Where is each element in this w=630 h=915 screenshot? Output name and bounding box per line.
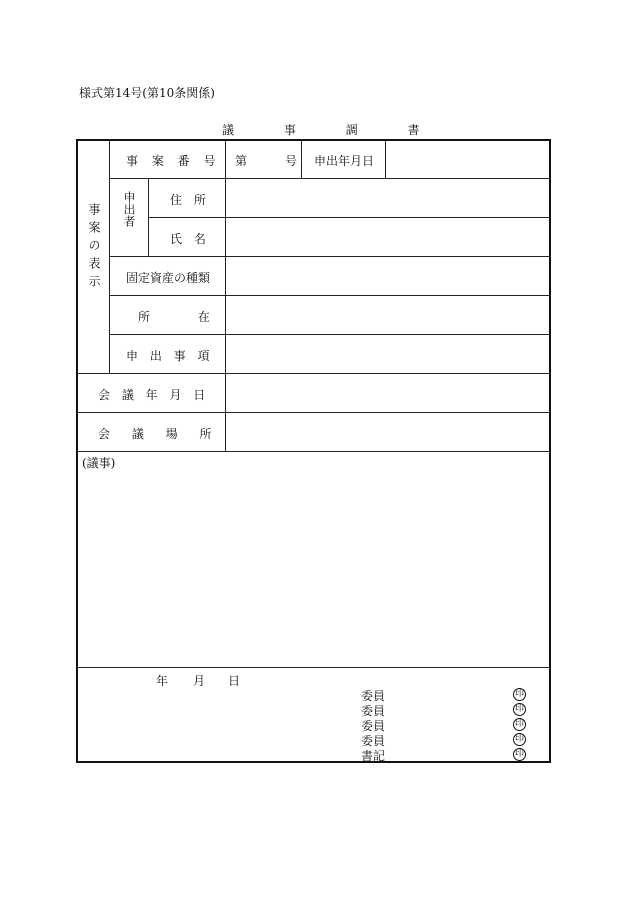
- seal-mark-icon: 印: [514, 689, 524, 699]
- asset-type-label: 固定資産の種類: [126, 271, 211, 285]
- signer-role: 委員: [361, 719, 386, 733]
- seal-mark-icon: 印: [514, 719, 524, 729]
- divider: [148, 178, 149, 256]
- divider: [109, 295, 551, 296]
- case-number-prefix: 第: [235, 154, 248, 168]
- divider: [109, 178, 551, 179]
- title-char: 事: [283, 123, 296, 137]
- seal-mark-icon: 印: [514, 704, 524, 714]
- meeting-place-label: 会 議 場 所: [98, 427, 221, 441]
- divider: [78, 412, 551, 413]
- title-char: 調: [345, 123, 358, 137]
- applicant-label: 申出者: [122, 191, 136, 227]
- location-label: 所 在: [138, 310, 232, 324]
- divider: [78, 451, 551, 452]
- seal-mark-icon: 印: [514, 749, 524, 759]
- date-day: 日: [228, 674, 241, 688]
- name-label: 氏 名: [170, 232, 210, 246]
- divider: [385, 141, 386, 178]
- filing-date-label: 申出年月日: [314, 154, 375, 168]
- date-year: 年: [156, 674, 169, 688]
- document-title: [222, 121, 420, 138]
- section-label: 事案の表示: [87, 203, 101, 293]
- signer-role: 委員: [361, 704, 386, 718]
- signer-role: 委員: [361, 734, 386, 748]
- signer-role: 委員: [361, 689, 386, 703]
- address-label: 住 所: [170, 193, 210, 207]
- divider: [109, 141, 110, 373]
- divider: [109, 334, 551, 335]
- divider: [109, 256, 551, 257]
- signer-role: 書記: [361, 749, 386, 763]
- case-number-suffix: 号: [285, 154, 298, 168]
- date-month: 月: [193, 674, 206, 688]
- divider: [225, 141, 226, 451]
- case-number-label: 事 案 番 号: [126, 154, 221, 168]
- record-form-table: [76, 139, 551, 763]
- divider: [78, 373, 551, 374]
- form-number-label: 様式第14号(第10条関係): [79, 86, 215, 100]
- divider: [78, 667, 551, 668]
- request-items-label: 申 出 事 項: [126, 349, 214, 363]
- divider: [301, 141, 302, 178]
- proceedings-label: (議事): [82, 456, 116, 470]
- divider: [148, 217, 551, 218]
- seal-mark-icon: 印: [514, 734, 524, 744]
- title-char: 議: [222, 123, 235, 137]
- title-char: 書: [407, 123, 420, 137]
- meeting-date-label: 会 議 年 月 日: [98, 388, 210, 402]
